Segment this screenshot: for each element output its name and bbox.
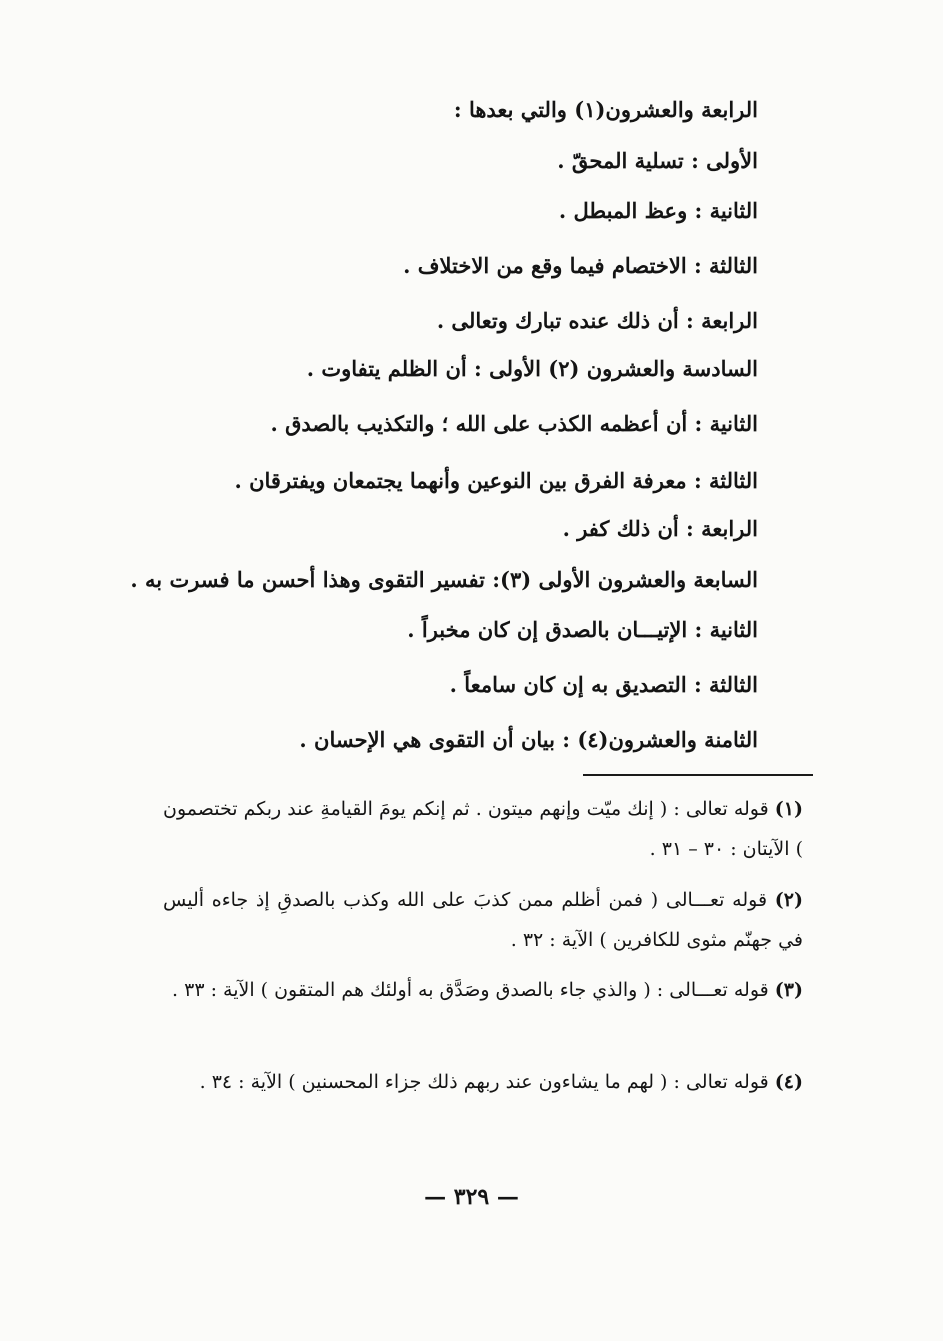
footnote-text: قوله تعـــالى : ( والذي جاء بالصدق وصَدَّق به أولئك هم المتقون ) الآية : ٣٣ .: [172, 979, 769, 1001]
body-line: الثانية : الإتيـــان بالصدق إن كان مخبراً .: [407, 617, 758, 642]
footnote: [163, 1062, 803, 1102]
footnote-text: قوله تعالى : ( إنك ميّت وإنهم ميتون . ثم إنكم يومَ القيامةِ عند ربكم تختصمون ) الآيتان : ٣٠ – ٣١ .: [163, 798, 803, 860]
footnote: [163, 970, 803, 1010]
body-line: السابعة والعشرون الأولى (٣): تفسير التقوى وهذا أحسن ما فسرت به .: [130, 567, 758, 592]
body-line: الثانية : أن أعظمه الكذب على الله ؛ والتكذيب بالصدق .: [270, 411, 758, 436]
body-line: الثالثة : معرفة الفرق بين النوعين وأنهما يجتمعان ويفترقان .: [234, 468, 758, 493]
body-line: الرابعة : أن ذلك عنده تبارك وتعالى .: [436, 308, 758, 333]
footnote-number: (٣): [774, 979, 803, 1001]
footnote: [163, 789, 803, 869]
body-line: الرابعة والعشرون(١) والتي بعدها :: [453, 97, 758, 122]
body-line: الثانية : وعظ المبطل .: [558, 198, 758, 223]
footnote-number: (٤): [774, 1071, 803, 1093]
body-line: السادسة والعشرون (٢) الأولى : أن الظلم يتفاوت .: [306, 356, 758, 381]
footnote: [163, 880, 803, 960]
body-line: الثامنة والعشرون(٤) : بيان أن التقوى هي الإحسان .: [299, 727, 758, 752]
footnote-number: (٢): [774, 889, 803, 911]
page-number: — ٣٢٩ —: [424, 1184, 519, 1210]
body-line: الثالثة : الاختصام فيما وقع من الاختلاف .: [403, 253, 758, 278]
footnote-text: قوله تعـــالى ( فمن أظلم ممن كذبَ على الله وكذب بالصدقِ إذ جاءه أليس في جهنّم مثوى للكافرين ) الآية : ٣٢ .: [163, 889, 803, 951]
footnote-text: قوله تعالى : ( لهم ما يشاءون عند ربهم ذلك جزاء المحسنين ) الآية : ٣٤ .: [199, 1071, 769, 1093]
body-line: الثالثة : التصديق به إن كان سامعاً .: [449, 672, 758, 697]
footnote-separator: [583, 774, 813, 776]
body-line: الأولى : تسلية المحقّ .: [557, 148, 758, 173]
body-line: الرابعة : أن ذلك كفر .: [562, 516, 758, 541]
footnote-number: (١): [774, 798, 803, 820]
